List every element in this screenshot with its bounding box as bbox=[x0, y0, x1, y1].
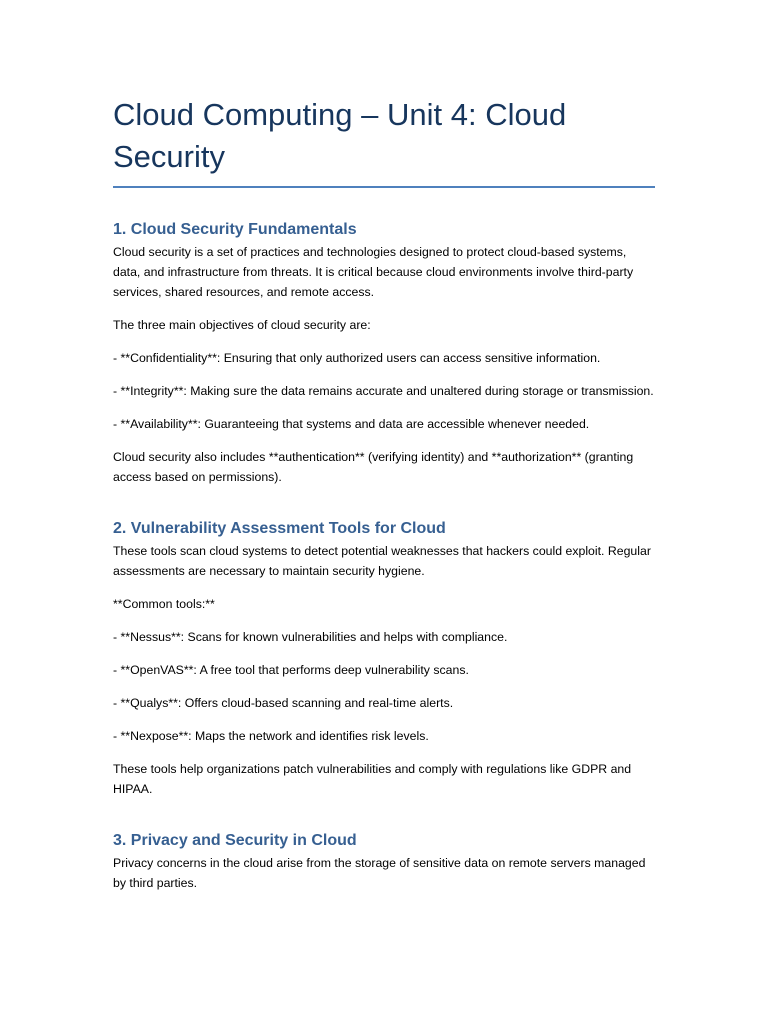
section-2-paragraph-4: - **OpenVAS**: A free tool that performs deep vulnerability scans. bbox=[113, 663, 469, 677]
section-3-paragraph-1: Privacy concerns in the cloud arise from the storage of sensitive data on remote servers managed by third parties. bbox=[113, 856, 646, 890]
section-3-heading: 3. Privacy and Security in Cloud bbox=[113, 832, 357, 849]
document-page bbox=[113, 94, 655, 893]
section-1-paragraph-6: Cloud security also includes **authentication** (verifying identity) and **authorization** (granting access based on permissions). bbox=[113, 450, 634, 484]
section-1-paragraph-2: The three main objectives of cloud security are: bbox=[113, 318, 371, 332]
section-2-heading: 2. Vulnerability Assessment Tools for Cloud bbox=[113, 520, 446, 537]
section-2-paragraph-5: - **Qualys**: Offers cloud-based scanning and real-time alerts. bbox=[113, 696, 454, 710]
section-1-paragraph-3: - **Confidentiality**: Ensuring that only authorized users can access sensitive information. bbox=[113, 351, 601, 365]
section-2-paragraph-7: These tools help organizations patch vulnerabilities and comply with regulations like GDPR and HIPAA. bbox=[113, 762, 632, 796]
section-2-paragraph-2: **Common tools:** bbox=[113, 597, 215, 611]
document-title: Cloud Computing – Unit 4: Cloud Security bbox=[113, 94, 655, 188]
section-2-paragraph-3: - **Nessus**: Scans for known vulnerabilities and helps with compliance. bbox=[113, 630, 508, 644]
section-1-heading: 1. Cloud Security Fundamentals bbox=[113, 221, 357, 238]
section-1-paragraph-1: Cloud security is a set of practices and technologies designed to protect cloud-based systems, data, and infrastructure from threats. It is critical because cloud environments involve third-party services, shared resources, and remote access. bbox=[113, 245, 634, 299]
section-1-paragraph-5: - **Availability**: Guaranteeing that systems and data are accessible whenever needed. bbox=[113, 417, 590, 431]
section-2-paragraph-1: These tools scan cloud systems to detect potential weaknesses that hackers could exploit. Regular assessments are necessary to maintain security hygiene. bbox=[113, 544, 651, 578]
section-1-paragraph-4: - **Integrity**: Making sure the data remains accurate and unaltered during storage or transmission. bbox=[113, 384, 654, 398]
section-2-paragraph-6: - **Nexpose**: Maps the network and identifies risk levels. bbox=[113, 729, 429, 743]
